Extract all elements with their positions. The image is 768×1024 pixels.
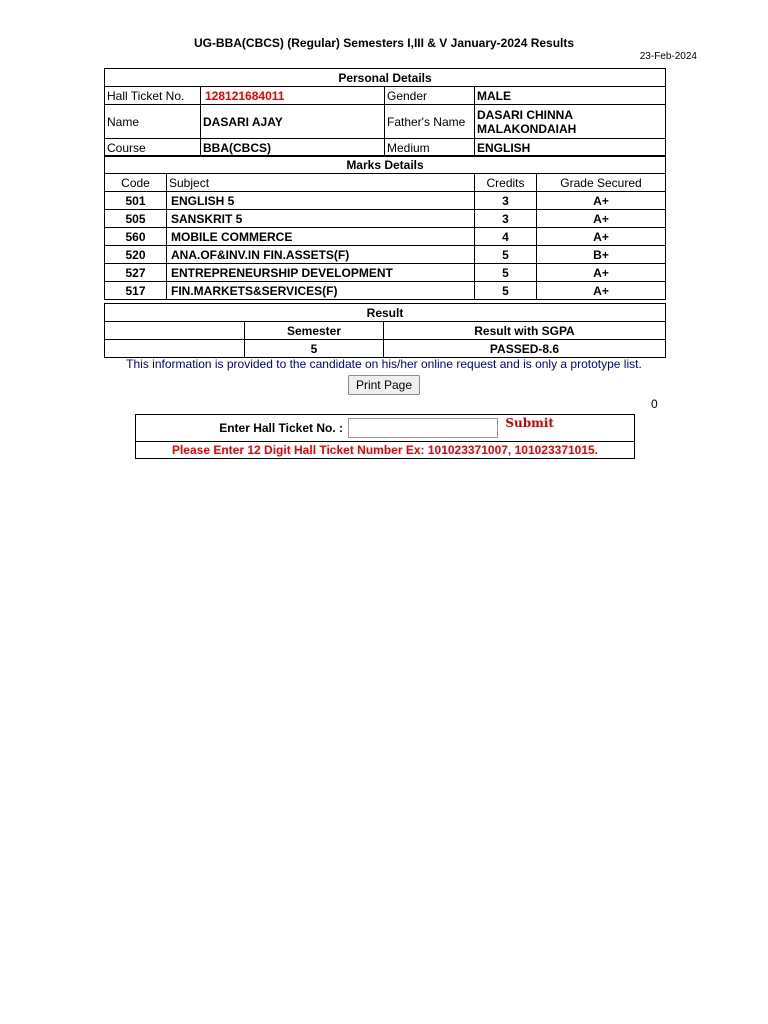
course-value: BBA(CBCS) <box>201 139 385 157</box>
sgpa-label: Result with SGPA <box>384 322 666 340</box>
page-title: UG-BBA(CBCS) (Regular) Semesters I,III & V January-2024 Results <box>193 36 575 50</box>
search-form-table <box>135 414 635 459</box>
result-empty-cell <box>105 340 245 358</box>
subject-grade: A+ <box>537 282 666 300</box>
subject-grade: A+ <box>537 210 666 228</box>
table-row <box>105 192 666 210</box>
personal-details-table <box>104 68 666 157</box>
table-row <box>105 210 666 228</box>
result-empty-cell <box>105 322 245 340</box>
medium-label: Medium <box>385 139 475 157</box>
subject-credits: 5 <box>475 246 537 264</box>
visit-counter: 0 <box>651 397 658 411</box>
subject-credits: 5 <box>475 282 537 300</box>
gender-value: MALE <box>475 87 666 105</box>
semester-value: 5 <box>245 340 384 358</box>
subject-name: ANA.OF&INV.IN FIN.ASSETS(F) <box>167 246 475 264</box>
hall-ticket-label: Hall Ticket No. <box>105 87 201 105</box>
gender-label: Gender <box>385 87 475 105</box>
result-date: 23-Feb-2024 <box>639 51 697 62</box>
search-input-cell <box>345 415 635 442</box>
subject-name: MOBILE COMMERCE <box>167 228 475 246</box>
semester-label: Semester <box>245 322 384 340</box>
hall-ticket-input[interactable] <box>348 418 498 438</box>
subject-grade: A+ <box>537 264 666 282</box>
subject-code: 527 <box>105 264 167 282</box>
result-heading: Result <box>105 304 666 322</box>
subject-code: 505 <box>105 210 167 228</box>
table-row <box>105 264 666 282</box>
course-label: Course <box>105 139 201 157</box>
subject-code: 517 <box>105 282 167 300</box>
marks-details-heading: Marks Details <box>105 156 666 174</box>
result-table <box>104 303 666 358</box>
table-row <box>105 228 666 246</box>
medium-value: ENGLISH <box>475 139 666 157</box>
subject-grade: A+ <box>537 228 666 246</box>
subject-credits: 3 <box>475 210 537 228</box>
column-header-credits: Credits <box>475 174 537 192</box>
table-row <box>105 246 666 264</box>
subject-name: SANSKRIT 5 <box>167 210 475 228</box>
subject-credits: 4 <box>475 228 537 246</box>
subject-name: ENTREPRENEURSHIP DEVELOPMENT <box>167 264 475 282</box>
subject-credits: 5 <box>475 264 537 282</box>
subject-grade: A+ <box>537 192 666 210</box>
table-row <box>105 282 666 300</box>
subject-code: 560 <box>105 228 167 246</box>
disclaimer-note: This information is provided to the candidate on his/her online request and is only a prototype list. <box>126 357 642 371</box>
subject-name: ENGLISH 5 <box>167 192 475 210</box>
hall-ticket-input-label: Enter Hall Ticket No. : <box>136 415 346 442</box>
father-name-label: Father's Name <box>385 105 475 139</box>
name-value: DASARI AJAY <box>201 105 385 139</box>
submit-button[interactable]: Submit <box>505 416 554 430</box>
column-header-subject: Subject <box>167 174 475 192</box>
subject-code: 501 <box>105 192 167 210</box>
subject-grade: B+ <box>537 246 666 264</box>
input-hint: Please Enter 12 Digit Hall Ticket Number Ex: 101023371007, 101023371015. <box>136 442 635 459</box>
subject-name: FIN.MARKETS&SERVICES(F) <box>167 282 475 300</box>
subject-credits: 3 <box>475 192 537 210</box>
subject-code: 520 <box>105 246 167 264</box>
father-name-value: DASARI CHINNA MALAKONDAIAH <box>475 105 666 139</box>
personal-details-heading: Personal Details <box>105 69 666 87</box>
sgpa-value: PASSED-8.6 <box>384 340 666 358</box>
name-label: Name <box>105 105 201 139</box>
print-page-button[interactable]: Print Page <box>348 375 420 395</box>
marks-details-table <box>104 155 666 300</box>
column-header-grade: Grade Secured <box>537 174 666 192</box>
column-header-code: Code <box>105 174 167 192</box>
hall-ticket-value: 128121684011 <box>201 87 385 105</box>
